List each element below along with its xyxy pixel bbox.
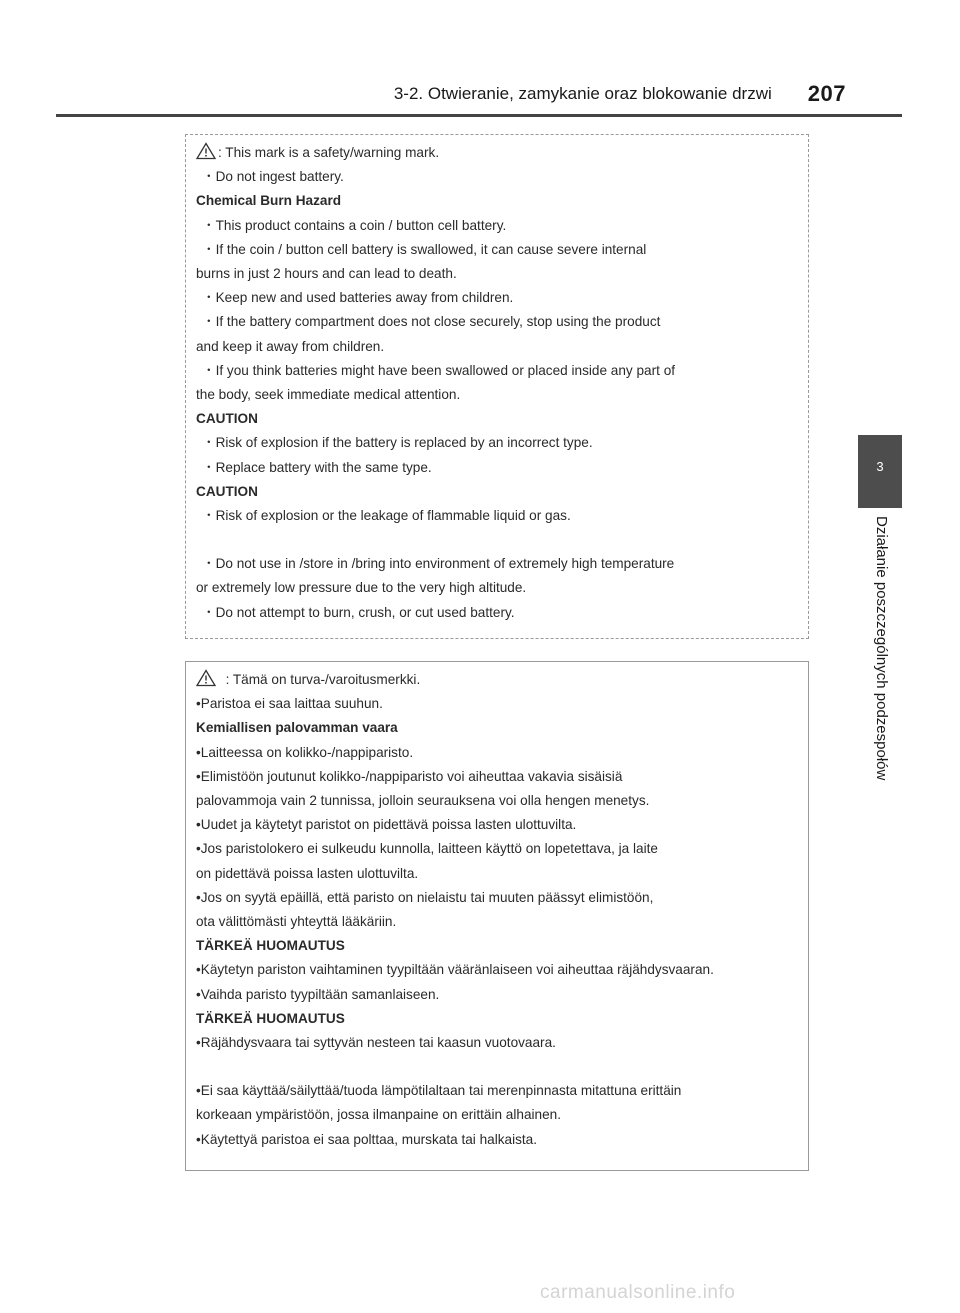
label-line: •Laitteessa on kolikko-/nappiparisto. [196,744,414,760]
label-line: palovammoja vain 2 tunnissa, jolloin seurauksena voi olla hengen menetys. [196,793,650,809]
warning-label-finnish [185,661,809,1171]
label-line: •Käytettyä paristoa ei saa polttaa, murskata tai halkaista. [196,1131,538,1147]
label-line: •Jos paristolokero ei sulkeudu kunnolla, laitteen käyttö on lopetettava, ja laite [196,841,658,857]
label-line: ・If the coin / button cell battery is swallowed, it can cause severe internal [202,241,647,257]
header-rule [56,114,902,117]
label-line: •Uudet ja käytetyt paristot on pidettävä poissa lasten ulottuvilta. [196,817,577,833]
label-line: •Jos on syytä epäillä, että paristo on nielaistu tai muuten päässyt elimistöön, [196,889,654,905]
label-line: korkeaan ympäristöön, jossa ilmanpaine on erittäin alhainen. [196,1107,561,1123]
label-line: on pidettävä poissa lasten ulottuvilta. [196,865,419,881]
chapter-side-label: Działanie poszczególnych podzespołów [873,516,890,781]
label-heading: TÄRKEÄ HUOMAUTUS [196,1010,345,1026]
label-line: ota välittömästi yhteyttä lääkäriin. [196,914,397,930]
warning-mark-row [196,668,798,692]
label-heading: CAUTION [196,411,258,427]
label-line: ・Risk of explosion or the leakage of flammable liquid or gas. [202,508,571,524]
page-header [0,78,846,110]
label-line: ・Replace battery with the same type. [202,459,432,475]
label-line: •Paristoa ei saa laittaa suuhun. [196,696,383,712]
label-heading: Kemiallisen palovamman vaara [196,720,398,736]
label-line: ・Keep new and used batteries away from children. [202,290,514,306]
label-heading: Chemical Burn Hazard [196,193,342,209]
section-title: 3-2. Otwieranie, zamykanie oraz blokowanie drzwi [393,84,772,103]
label-heading: CAUTION [196,483,258,499]
label-spacer [196,1055,798,1079]
warning-label-english [185,134,809,639]
warning-mark-row [196,141,798,165]
label-line: burns in just 2 hours and can lead to death. [196,266,457,282]
label-line: ・If the battery compartment does not close securely, stop using the product [202,314,661,330]
label-line: ・This product contains a coin / button cell battery. [202,217,507,233]
label-line: the body, seek immediate medical attention. [196,387,461,403]
chapter-number: 3 [876,459,884,474]
label-line: ・Risk of explosion if the battery is replaced by an incorrect type. [202,435,593,451]
warning-triangle-icon [196,669,216,687]
label-heading: TÄRKEÄ HUOMAUTUS [196,938,345,954]
label-line: •Ei saa käyttää/säilyttää/tuoda lämpötilaltaan tai merenpinnasta mitattuna erittäin [196,1083,682,1099]
chapter-tab [858,435,902,508]
label-line: or extremely low pressure due to the very high altitude. [196,580,527,596]
page-number: 207 [807,81,846,106]
warning-triangle-icon [196,142,216,160]
label-line: and keep it away from children. [196,338,385,354]
site-watermark: carmanualsonline.info [540,1282,736,1303]
label-line: ・Do not ingest battery. [202,169,344,185]
label-line: ・Do not use in /store in /bring into environment of extremely high temperature [202,556,675,572]
label-line: ・If you think batteries might have been swallowed or placed inside any part of [202,362,676,378]
warning-mark-text: : This mark is a safety/warning mark. [218,145,440,160]
label-line: •Käytetyn pariston vaihtaminen tyypiltään vääränlaiseen voi aiheuttaa räjähdysvaaran. [196,962,714,978]
label-line: •Vaihda paristo tyypiltään samanlaiseen. [196,986,440,1002]
warning-mark-text: : Tämä on turva-/varoitusmerkki. [225,672,421,687]
label-line: •Elimistöön joutunut kolikko-/nappiparisto voi aiheuttaa vakavia sisäisiä [196,768,623,784]
label-spacer [196,528,798,552]
label-line: •Räjähdysvaara tai syttyvän nesteen tai kaasun vuotovaara. [196,1035,556,1051]
label-line: ・Do not attempt to burn, crush, or cut used battery. [202,604,515,620]
